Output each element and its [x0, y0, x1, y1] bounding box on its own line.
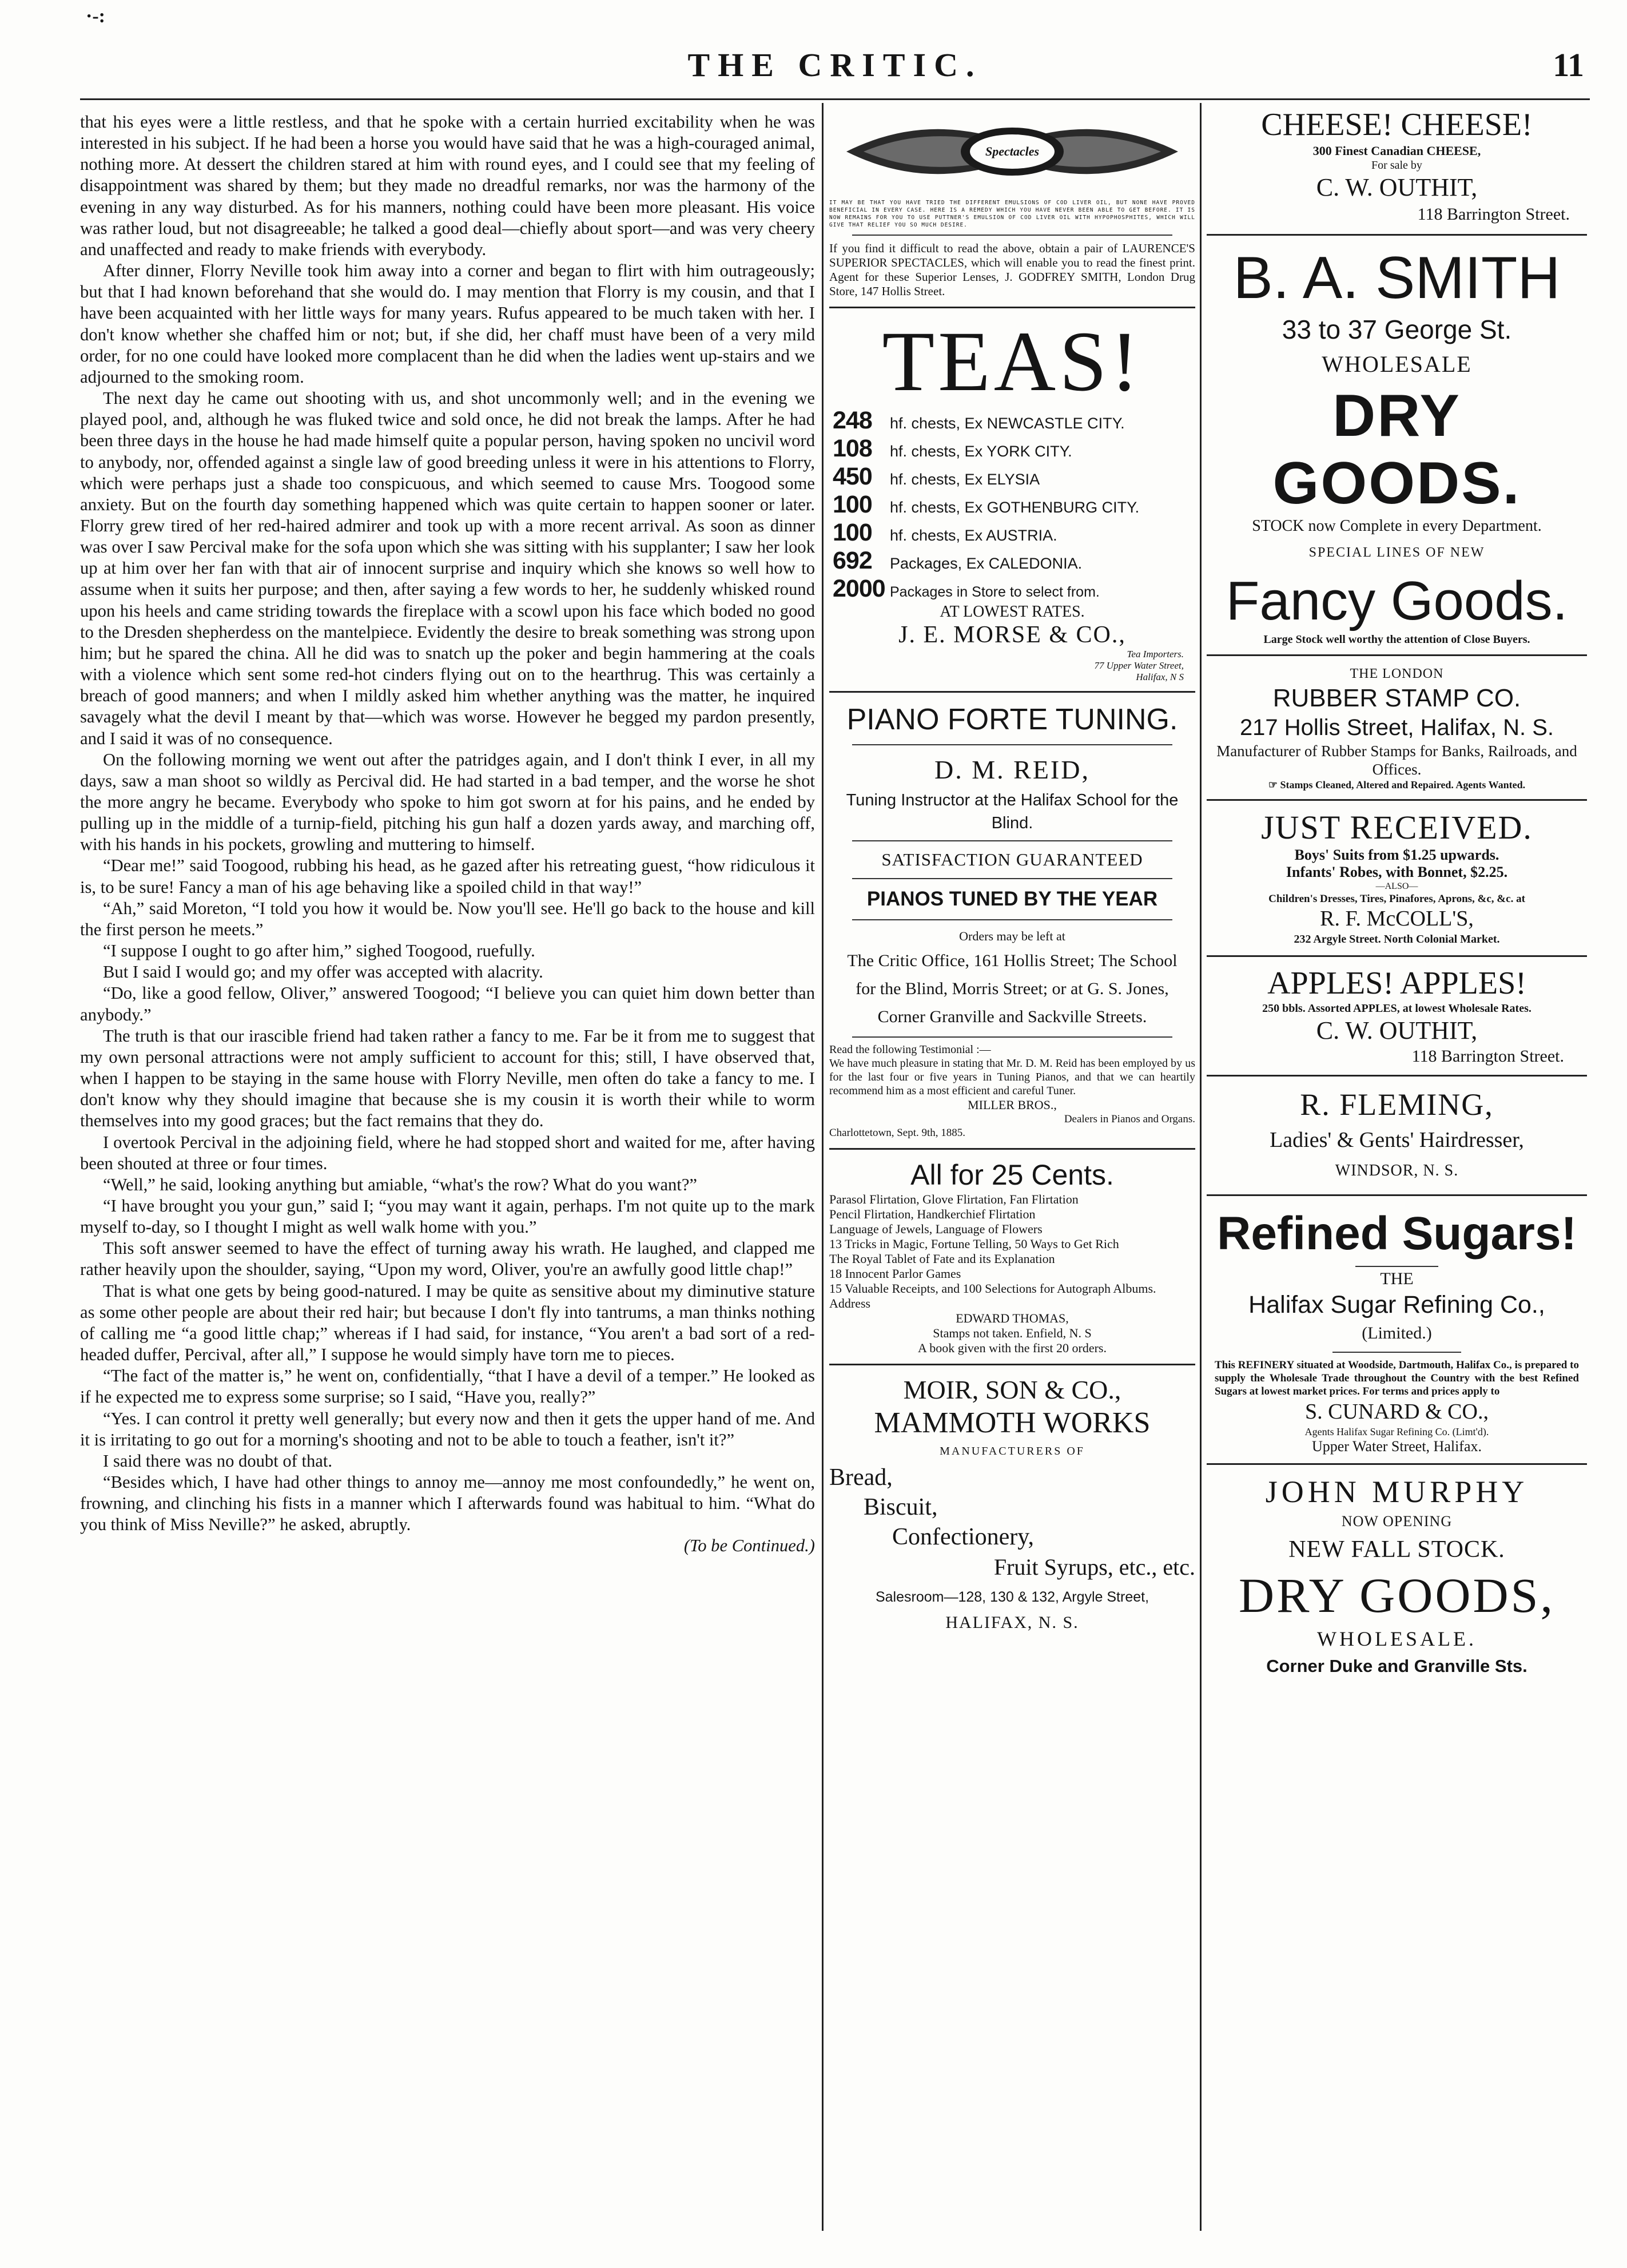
top-margin-marks: ·-: — [86, 6, 105, 27]
all25-line: Language of Jewels, Language of Flowers — [829, 1222, 1043, 1236]
all25-title: All for 25 Cents. — [910, 1159, 1114, 1191]
story-paragraph: “Besides which, I have had other things to annoy me—annoy me most confoundedly,” he went on, frowning, and clinching his fists in a manner which I afterwards found was habitual to him. “What do you think of Miss Neville?” he asked, abruptly. — [80, 1472, 815, 1535]
smith-ad — [1207, 244, 1587, 646]
sugar-ltd: (Limited.) — [1362, 1324, 1432, 1342]
divider — [852, 840, 1172, 841]
murphy-name: JOHN MURPHY — [1265, 1475, 1529, 1509]
piano-orders: The Critic Office, 161 Hollis Street; The School for the Blind, Morris Street; or at G. S. Jones, Corner Granville and Sackville Streets. — [847, 951, 1178, 1026]
piano-name: D. M. REID, — [934, 755, 1090, 784]
tea-desc: hf. chests, Ex GOTHENBURG CITY. — [890, 499, 1140, 516]
divider — [1207, 1463, 1587, 1465]
divider — [1207, 955, 1587, 957]
murphy-wholesale: WHOLESALE. — [1317, 1627, 1477, 1650]
fleming-name: R. FLEMING, — [1300, 1087, 1494, 1122]
spectacles-ad — [829, 109, 1195, 299]
smith-special: SPECIAL LINES OF NEW — [1308, 545, 1485, 560]
received-addr: 232 Argyle Street. North Colonial Market. — [1294, 933, 1500, 946]
moir-mfr: MANUFACTURERS OF — [940, 1445, 1085, 1457]
divider — [852, 235, 1172, 236]
murphy-goods: DRY GOODS, — [1239, 1568, 1555, 1623]
received-also: —ALSO— — [1375, 881, 1418, 891]
received-title: JUST RECEIVED. — [1261, 809, 1533, 846]
piano-testimonial: We have much pleasure in stating that Mr. D. M. Reid has been employed by us for the last four or five years in Tuning Pianos, and that we can heartily recommend him as a most efficient and careful Tuner. — [829, 1057, 1195, 1097]
received-line: Children's Dresses, Tires, Pinafores, Aprons, &c, &c. at — [1268, 893, 1525, 905]
piano-guarantee: SATISFACTION GUARANTEED — [881, 849, 1143, 869]
divider — [1355, 1266, 1438, 1267]
all-for-25-ad — [829, 1158, 1195, 1356]
tea-desc: hf. chests, Ex AUSTRIA. — [890, 527, 1057, 544]
moir-item: Biscuit, — [864, 1494, 938, 1520]
sugar-desc: This REFINERY situated at Woodside, Dartmouth, Halifax Co., is prepared to supply the Wholesale Trade throughout the Country with the best Refined Sugars at lowest market prices. For terms and prices apply to — [1215, 1359, 1579, 1397]
tea-item — [833, 575, 1195, 603]
piano-signed-role: Dealers in Pianos and Organs. — [1064, 1113, 1195, 1125]
story-paragraph: I overtook Percival in the adjoining field, where he had stopped short and waited for me, after having been shouted at three or four times. — [80, 1132, 815, 1173]
tea-item — [833, 491, 1195, 519]
divider — [852, 919, 1172, 920]
smith-name: B. A. SMITH — [1233, 245, 1561, 311]
divider — [852, 1036, 1172, 1038]
piano-title: PIANO FORTE TUNING. — [846, 703, 1178, 736]
tea-qty: 108 — [833, 435, 872, 462]
tea-desc: Packages, Ex CALEDONIA. — [890, 555, 1083, 572]
divider — [829, 1148, 1195, 1150]
spectacles-text: If you find it difficult to read the above, obtain a pair of LAURENCE'S SUPERIOR SPECTACLES, which will enable you to read the finest print. Agent for these Superior Lenses, J. GODFREY SMITH, London Drug Store, 147 Hollis Street. — [829, 241, 1195, 298]
tea-desc: hf. chests, Ex YORK CITY. — [890, 443, 1072, 460]
moir-item: Bread, — [829, 1464, 893, 1491]
all25-line: Parasol Flirtation, Glove Flirtation, Fan Flirtation — [829, 1192, 1079, 1206]
smith-goods: DRY GOODS. — [1272, 383, 1521, 517]
story-paragraph: The next day he came out shooting with us, and shot uncommonly well; and in the evening we played pool, and, although he was fluked twice and sold once, he did not break the lamps. After he had been three days in the house he had made himself quite a popular person, having spoken no uncivil word to anybody, nor, offended against a single law of good breeding unless it were in his attentions to Florry, which were perhaps just a shade too conspicuous, and which seemed to cause Mrs. Toogood some anxiety. But on the fourth day something happened which was quite certain to happen sooner or later. Florry grew tired of her red-haired admirer and took up with a more recent arrival. As soon as dinner was over I saw Percival make for the sofa upon which she was sitting with his supplanter; I saw her look up at him over her fan with that air of innocent surprise and inquiry which she knows so well how to assume when it suits her purpose; and then, after saying a few words to her, he suddenly whisked round upon his heels and came striding towards the fireplace with a scowl upon his face which boded no good to the Dresden shepherdess on the mantelpiece. Evidently the desire to break something was strong upon him; but he spared the china. All he did was to snatch up the poker and begin hammering at the coals with a violence which sent some red-hot cinders flying out on to the hearthrug. This was certainly a breach of good manners; and when I mildly asked him whether anything was the matter, he inquired savagely what the devil I meant by that—which was worse. However he begged my pardon presently, and I said it was of no consequence. — [80, 388, 815, 748]
story-paragraph: “The fact of the matter is,” he went on, confidentially, “that I have a devil of a temper.” He looked as if he expected me to express some surprise; so I said, “Have you, really?” — [80, 1366, 815, 1407]
story-paragraph: That is what one gets by being good-natured. I may be quite as sensitive about my diminutive stature as some other people are about their red hair; but because I don't fly into tantrums, a man thinks nothing of calling me “a good little chap;” whereas if I had said, for instance, “You aren't a bad sort of a red-headed duffer, Percival, after all,” I suppose he would simply have torn me to pieces. — [80, 1281, 815, 1365]
divider — [829, 691, 1195, 693]
divider — [1207, 234, 1587, 236]
story-paragraph: “I have brought you your gun,” said I; “you may want it again, perhaps. I'm not quite up to the mark myself to-day, so I thought I might as well walk home with you.” — [80, 1195, 815, 1237]
murphy-ad — [1207, 1473, 1587, 1679]
just-received-ad — [1207, 809, 1587, 947]
murphy-stock: NEW FALL STOCK. — [1288, 1536, 1505, 1563]
middle-ad-column — [829, 106, 1195, 2234]
piano-yearly: PIANOS TUNED BY THE YEAR — [866, 888, 1158, 910]
received-firm: R. F. McCOLL'S, — [1320, 907, 1474, 931]
piano-role: Tuning Instructor at the Halifax School for the Blind. — [846, 791, 1179, 832]
story-paragraph: I said there was no doubt of that. — [103, 1451, 333, 1471]
tea-item — [833, 407, 1195, 435]
sugar-the: THE — [1380, 1269, 1414, 1288]
to-be-continued: (To be Continued.) — [683, 1536, 815, 1556]
rubber-desc: Manufacturer of Rubber Stamps for Banks, Railroads, and Offices. — [1216, 742, 1577, 778]
tea-item — [833, 519, 1195, 547]
teas-firm: J. E. MORSE & CO., — [898, 622, 1126, 648]
sugar-title: Refined Sugars! — [1217, 1208, 1577, 1260]
piano-orders-head: Orders may be left at — [959, 929, 1065, 943]
tea-desc: Packages in Store to select from. — [890, 584, 1100, 600]
murphy-opening: NOW OPENING — [1341, 1513, 1453, 1530]
moir-ad — [829, 1373, 1195, 1634]
cheese-firm: C. W. OUTHIT, — [1316, 173, 1478, 201]
all25-line: 13 Tricks in Magic, Fortune Telling, 50 Ways to Get Rich — [829, 1237, 1119, 1251]
piano-ad — [829, 701, 1195, 1140]
smith-addr: 33 to 37 George St. — [1282, 315, 1512, 344]
divider — [1207, 799, 1587, 801]
piano-testimonial-head: Read the following Testimonial :— — [829, 1043, 991, 1056]
smith-wholesale: WHOLESALE — [1322, 351, 1472, 377]
divider — [829, 1364, 1195, 1365]
divider — [852, 744, 1172, 745]
rubber-addr: 217 Hollis Street, Halifax, N. S. — [1239, 715, 1554, 740]
story-paragraph: The truth is that our irascible friend had taken rather a fancy to me. Far be it from me to suggest that my own personal attractions were not amply sufficient to account for this; still, I have observed that, when I happen to be staying in the same house with Florry Neville, men often do take a fancy to me. I don't know why they should imagine that because she is my cousin it is worth their while to worm themselves into my good graces; but the fact remains that they do. — [80, 1026, 815, 1131]
cheese-title: CHEESE! CHEESE! — [1261, 107, 1533, 142]
header-rule — [80, 98, 1590, 100]
rubber-note: ☞ Stamps Cleaned, Altered and Repaired. Agents Wanted. — [1268, 779, 1526, 791]
column-rule-2 — [1200, 103, 1202, 2231]
masthead-title: THE CRITIC. — [687, 46, 982, 84]
smith-large: Large Stock well worthy the attention of Close Buyers. — [1263, 633, 1530, 646]
moir-item: Fruit Syrups, etc., etc. — [993, 1554, 1195, 1580]
teas-firm-line: Halifax, N S — [1136, 672, 1184, 682]
all25-line: The Royal Tablet of Fate and its Explanation — [829, 1252, 1055, 1266]
tea-item — [833, 463, 1195, 491]
cheese-ad — [1207, 106, 1587, 226]
sugar-co: Halifax Sugar Refining Co., — [1248, 1291, 1545, 1318]
murphy-addr: Corner Duke and Granville Sts. — [1266, 1656, 1527, 1676]
teas-ad — [829, 316, 1195, 683]
sugar-agent-line: Agents Halifax Sugar Refining Co. (Limt'd). — [1304, 1426, 1489, 1437]
sugar-agent: S. CUNARD & CO., — [1305, 1400, 1489, 1424]
moir-firm: MOIR, SON & CO., — [903, 1375, 1121, 1404]
tea-item — [833, 547, 1195, 575]
story-paragraph: “Ah,” said Moreton, “I told you how it would be. Now you'll see. He'll go back to the house and kill the first person he meets.” — [80, 898, 815, 939]
sugar-agent-addr: Upper Water Street, Halifax. — [1311, 1438, 1482, 1455]
page-header — [86, 46, 1584, 92]
story-paragraph: But I said I would go; and my offer was accepted with alacrity. — [103, 962, 543, 982]
story-paragraph: On the following morning we went out after the patridges again, and I don't think I ever, in all my days, saw a man shoot so wildly as Percival did. He had started in a bad temper, and the worse he shot the more angry he became. Everybody who spoke to him got sworn at for his pains, and he ended by pulling up in the middle of a turnip-field, pitching his gun half a dozen yards away, and marching off, with his hands in his pockets, growling and muttering to himself. — [80, 749, 815, 855]
story-paragraph: “Do, like a good fellow, Oliver,” answered Toogood; “I believe you can quiet him down better than anybody.” — [80, 983, 815, 1024]
all25-line: 18 Innocent Parlor Games — [829, 1266, 961, 1281]
rubber-name: RUBBER STAMP CO. — [1272, 684, 1521, 712]
tea-desc: hf. chests, Ex NEWCASTLE CITY. — [890, 415, 1125, 432]
cheese-line: 300 Finest Canadian CHEESE, — [1312, 144, 1481, 158]
tea-qty: 100 — [833, 491, 872, 518]
teas-rates: AT LOWEST RATES. — [940, 603, 1085, 621]
received-line: Boys' Suits from $1.25 upwards. — [1294, 847, 1499, 863]
rubber-stamp-ad — [1207, 664, 1587, 791]
story-paragraph: that his eyes were a little restless, and that he spoke with a certain hurried excitability when he was interested in his subject. If he had been a horse you would have said that he was a high-couraged animal, nothing more. At dessert the children stared at him with round eyes, and I could see that my feeling of disappointment was shared by them; but they made no dreadful remarks, nor was the harmony of the evening in any way disturbed. As for his manners, nothing could have been more pleasant. His voice was rather loud, but not disagreeable; he talked a good deal—chiefly about sport—and was very cheery and unaffected and ready to make friends with everybody. — [80, 112, 815, 259]
moir-works: MAMMOTH WORKS — [874, 1407, 1151, 1439]
story-paragraph: “I suppose I ought to go after him,” sighed Toogood, ruefully. — [103, 941, 535, 961]
page-number: 11 — [1553, 46, 1584, 84]
apples-line: 250 bbls. Assorted APPLES, at lowest Wholesale Rates. — [1262, 1002, 1531, 1015]
tea-qty: 2000 — [833, 575, 885, 602]
teas-firm-line: Tea Importers. — [1127, 649, 1184, 660]
tea-item — [833, 435, 1195, 463]
divider — [1207, 654, 1587, 656]
fleming-ad — [1207, 1085, 1587, 1186]
all25-line: Pencil Flirtation, Handkerchief Flirtation — [829, 1207, 1036, 1221]
cheese-addr: 118 Barrington Street. — [1417, 205, 1570, 224]
column-rule-1 — [822, 103, 824, 2231]
tea-desc: hf. chests, Ex ELYSIA — [890, 471, 1040, 488]
moir-salesroom: Salesroom—128, 130 & 132, Argyle Street, — [875, 1589, 1149, 1605]
teas-title: TEAS! — [882, 314, 1143, 409]
serial-story — [80, 112, 815, 2228]
cheese-sale: For sale by — [1371, 159, 1422, 172]
piano-signed: MILLER BROS., — [968, 1098, 1057, 1112]
all25-line: Stamps not taken. Enfield, N. S — [933, 1326, 1092, 1340]
smith-fancy: Fancy Goods. — [1226, 570, 1568, 631]
rubber-pre: THE LONDON — [1350, 666, 1444, 681]
tea-qty: 248 — [833, 407, 872, 434]
smith-stock: STOCK now Complete in every Department. — [1252, 517, 1542, 535]
teas-firm-line: 77 Upper Water Street, — [1094, 660, 1184, 671]
story-paragraph: “Dear me!” said Toogood, rubbing his head, as he gazed after his retreating guest, “how ridiculous it is, to be sure! Fancy a man of his age behaving like a spoiled child in that way!” — [80, 856, 815, 897]
fleming-place: WINDSOR, N. S. — [1335, 1162, 1459, 1179]
seal-caption: IT MAY BE THAT YOU HAVE TRIED THE DIFFERENT EMULSIONS OF COD LIVER OIL, BUT NONE HAVE PROVED BENEFICIAL IN EVERY CASE. HERE IS A REMEDY WHICH YOU HAVE NEVER BEEN ABLE TO GET BEFORE. IT IS NOW REMAINS FOR YOU TO USE PUTTNER'S EMULSION OF COD LIVER OIL WITH HYPOPHOSPHITES, WHICH WILL GIVE THAT RELIEF YOU SO MUCH DESIRE. — [829, 200, 1195, 228]
divider — [829, 307, 1195, 308]
all25-line: EDWARD THOMAS, — [956, 1311, 1069, 1325]
all25-line: A book given with the first 20 orders. — [918, 1341, 1107, 1355]
divider — [852, 878, 1172, 879]
sugar-ad — [1207, 1204, 1587, 1455]
apples-title: APPLES! APPLES! — [1267, 966, 1526, 1001]
piano-signed-place: Charlottetown, Sept. 9th, 1885. — [829, 1127, 966, 1139]
apples-addr: 118 Barrington Street. — [1411, 1047, 1564, 1066]
seal-label: Spectacles — [985, 144, 1040, 158]
tea-qty: 692 — [833, 547, 872, 574]
story-paragraph: This soft answer seemed to have the effect of turning away his wrath. He laughed, and clapped me rather heavily upon the shoulder, saying, “Upon my word, Oliver, you're an awfully good little chap!” — [80, 1238, 815, 1280]
right-ad-column — [1207, 106, 1587, 2234]
divider — [1207, 1194, 1587, 1196]
fleming-trade: Ladies' & Gents' Hairdresser, — [1270, 1128, 1524, 1152]
moir-item: Confectionery, — [892, 1524, 1035, 1550]
divider — [1207, 1075, 1587, 1077]
story-paragraph: After dinner, Florry Neville took him away into a corner and began to flirt with him outrageously; but that I had known beforehand that she would do. I may mention that Florry is my cousin, and that I have been acquainted with her little ways for many years. Rufus appeared to be much taken with her. I don't know whether she chaffed him or not; but, if she did, her chaff must have been of a very mild order, for no one could have looked more complacent than he did when the ladies went up-stairs and we adjourned to the smoking room. — [80, 261, 815, 387]
apples-ad — [1207, 965, 1587, 1067]
moir-city: HALIFAX, N. S. — [945, 1613, 1079, 1632]
tea-qty: 450 — [833, 463, 872, 490]
story-paragraph: “Yes. I can control it pretty well generally; but every now and then it gets the upper hand of me. And it is irritating to go out for a morning's shooting and not to be able to touch a feather, isn't it?” — [80, 1408, 815, 1449]
divider — [1332, 1352, 1461, 1353]
all25-line: 15 Valuable Receipts, and 100 Selections for Autograph Albums. Address — [829, 1281, 1156, 1310]
story-paragraph: “Well,” he said, looking anything but amiable, “what's the row? What do you want?” — [103, 1174, 697, 1194]
tea-qty: 100 — [833, 519, 872, 546]
seal-ornament — [841, 109, 1184, 194]
received-line: Infants' Robes, with Bonnet, $2.25. — [1286, 864, 1508, 880]
apples-firm: C. W. OUTHIT, — [1316, 1016, 1478, 1044]
